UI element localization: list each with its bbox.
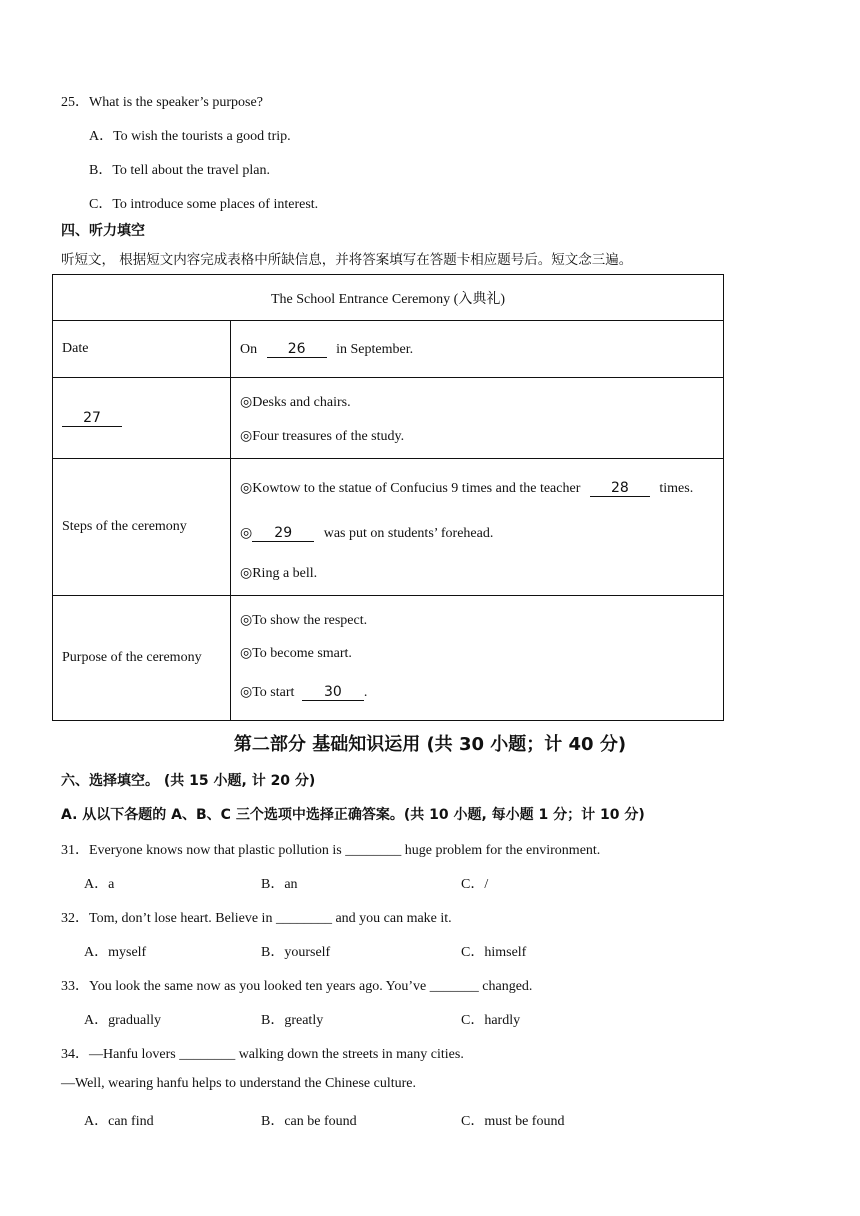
q31-stem: 31．Everyone knows now that plastic pollution is ________ huge problem for the environment. [61,843,601,858]
table-title: The School Entrance Ceremony (入典礼) [53,275,724,321]
q34-stem-response: —Well, wearing hanfu helps to understand the Chinese culture. [61,1076,416,1091]
blank-28: 28 [590,480,650,497]
date-cell [231,321,724,378]
q33-stem: 33．You look the same now as you looked ten years ago. You’ve _______ changed. [61,979,533,994]
q31-option-c: C．/ [461,877,489,892]
blank-26: 26 [267,341,327,358]
q31-option-b: B．an [261,877,298,892]
q33-option-c: C．hardly [461,1013,521,1028]
purpose-start [240,684,367,701]
blank-27-cell [53,378,231,459]
q33-option-b: B．greatly [261,1013,324,1028]
section4-instructions: 听短文， 根据短文内容完成表格中所缺信息，并将答案填写在答题卡相应题号后。短文念三遍。 [61,252,633,268]
q31-option-a: A．a [84,877,115,892]
ceremony-table [52,274,724,721]
q32-option-c: C．himself [461,945,527,960]
steps-cell [231,459,724,596]
step1-prefix: ◎Kowtow to the statue of Confucius 9 times and the teacher [240,481,581,496]
part2-heading: 第二部分 基础知识运用 (共 30 小题；计 40 分) [233,734,627,755]
step-bell: ◎Ring a bell. [240,566,318,581]
purpose3-suffix: . [363,685,368,700]
date-suffix: in September. [336,341,414,357]
sectionA-heading: A. 从以下各题的 A、B、C 三个选项中选择正确答案。(共 10 小题, 每小题 1 分；计 10 分) [61,807,645,823]
q32-stem: 32．Tom, don’t lose heart. Believe in ________ and you can make it. [61,911,452,926]
item-four-treasures: ◎Four treasures of the study. [240,429,405,444]
q34-option-a: A．can find [84,1114,154,1129]
purpose-smart: ◎To become smart. [240,646,352,661]
section6-heading: 六、选择填空。 (共 15 小题, 计 20 分) [61,773,316,789]
q34-stem: 34．—Hanfu lovers ________ walking down the streets in many cities. [61,1047,464,1062]
step-kowtow [240,480,693,497]
q25-stem: 25．What is the speaker’s purpose? [61,95,263,110]
purpose-respect: ◎To show the respect. [240,613,368,628]
purpose3-prefix: ◎To start [240,685,295,700]
items-cell [231,378,724,459]
blank-29: 29 [252,525,314,542]
step2-suffix: was put on students’ forehead. [323,526,494,541]
q34-option-b: B．can be found [261,1114,357,1129]
q34-option-c: C．must be found [461,1114,565,1129]
section4-heading: 四、听力填空 [61,223,145,239]
blank-30: 30 [302,684,364,701]
q25-option-a: A．To wish the tourists a good trip. [89,129,291,144]
item-desks: ◎Desks and chairs. [240,395,351,410]
steps-label: Steps of the ceremony [53,459,231,596]
step1-suffix: times. [659,481,694,496]
step-forehead [240,525,493,542]
q32-option-b: B．yourself [261,945,331,960]
date-prefix: On [240,341,258,357]
step2-prefix: ◎ [240,526,253,541]
q25-option-c: C．To introduce some places of interest. [89,197,319,212]
purpose-label: Purpose of the ceremony [53,596,231,721]
q32-option-a: A．myself [84,945,147,960]
blank-27: 27 [62,410,122,427]
q25-option-b: B．To tell about the travel plan. [89,163,270,178]
purpose-cell [231,596,724,721]
q33-option-a: A．gradually [84,1013,161,1028]
date-label: Date [53,321,231,378]
